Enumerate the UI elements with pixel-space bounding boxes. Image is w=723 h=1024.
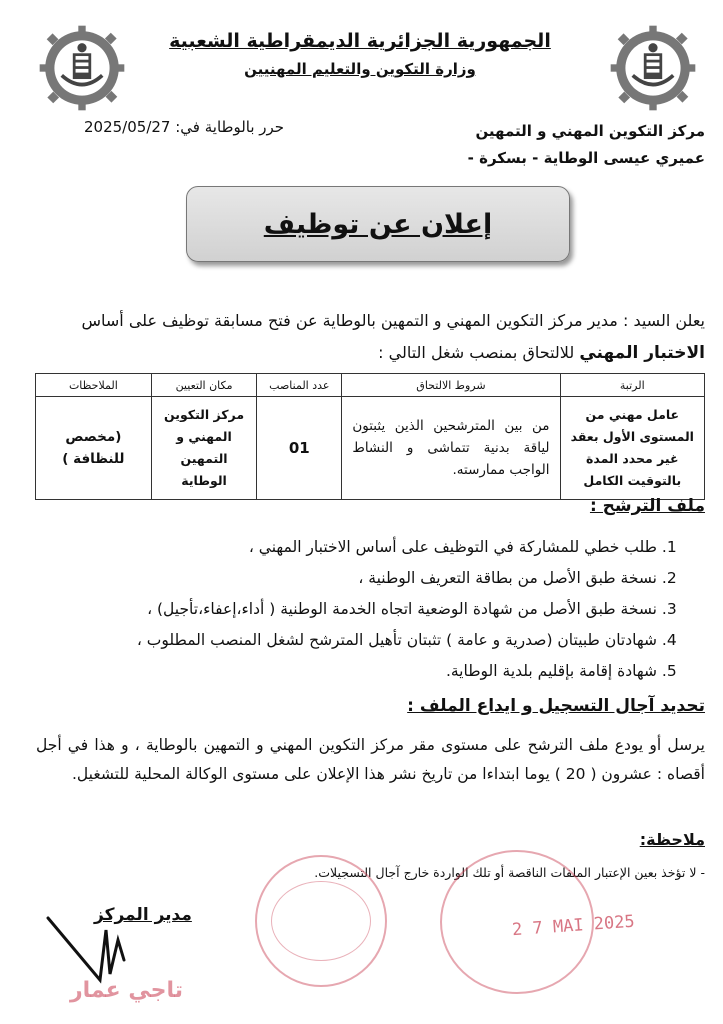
issue-date: حرر بالوطاية في: 2025/05/27 (84, 118, 285, 136)
header-positions: عدد المناصب (257, 374, 342, 397)
vocational-training-logo-left (36, 22, 128, 114)
intro-paragraph (36, 305, 705, 369)
list-item: 1. طلب خطي للمشاركة في التوظيف على أساس الاختبار المهني ، (17, 532, 657, 563)
stamp-name-text: تاجي عمار (70, 978, 183, 1003)
required-documents-list (17, 532, 683, 687)
list-item: 5. شهادة إقامة بإقليم بلدية الوطاية. (17, 656, 657, 687)
jobs-table (35, 373, 705, 500)
date-stamp-text: 2 7 MAI 2025 (511, 911, 636, 941)
vocational-training-logo-right (607, 22, 699, 114)
note-text: - لا تؤخذ بعين الإعتبار الملفات الناقصة أو تلك الواردة خارج آجال التسجيلات. (314, 865, 705, 880)
cell-place: مركز التكوين المهني و التمهين الوطاية (151, 397, 257, 500)
center-line-2: عميري عيسى الوطاية - بسكرة - (467, 149, 705, 167)
header-grade: الرتبة (560, 374, 704, 397)
note-title: ملاحظة: (639, 830, 705, 849)
cell-positions: 01 (257, 397, 342, 500)
official-stamp-center (255, 855, 387, 987)
list-item: 3. نسخة طبق الأصل من شهادة الوضعية اتجاه الخدمة الوطنية ( أداء،إعفاء،تأجيل) ، (17, 594, 657, 625)
republic-title: الجمهورية الجزائرية الديمقراطية الشعبية (169, 30, 551, 52)
issuing-center (468, 118, 705, 172)
ministry-title: وزارة التكوين والتعليم المهنيين (244, 60, 476, 78)
list-item: 4. شهادتان طبيتان (صدرية و عامة ) تثبتان تأهيل المترشح لشغل المنصب المطلوب ، (17, 625, 657, 656)
table-row (36, 397, 705, 500)
table-header-row (36, 374, 705, 397)
header-notes: الملاحظات (36, 374, 152, 397)
cell-notes: (مخصص للنظافة ) (36, 397, 152, 500)
intro-tail: للالتحاق بمنصب شغل التالي : (378, 343, 575, 362)
intro-bold: الاختبار المهني (579, 343, 705, 363)
deadline-section-title: تحديد آجال التسجيل و ايداع الملف : (407, 696, 705, 716)
list-item: 2. نسخة طبق الأصل من بطاقة التعريف الوطنية ، (17, 563, 657, 594)
director-title: مدير المركز (94, 905, 192, 925)
file-section-title: ملف الترشح : (589, 496, 705, 516)
cell-conditions: من بين المترشحين الذين يثبتون لياقة بدنية تتماشى و النشاط الواجب ممارسته. (342, 397, 560, 500)
cell-grade: عامل مهني من المستوى الأول بعقد غير محدد المدة بالتوقيت الكامل (560, 397, 704, 500)
header-place: مكان التعيين (151, 374, 257, 397)
handwritten-signature (40, 900, 160, 990)
announcement-title-box (186, 186, 570, 262)
header-conditions: شروط الالتحاق (342, 374, 560, 397)
announcement-title: إعلان عن توظيف (263, 208, 493, 240)
deadline-paragraph: يرسل أو يودع ملف الترشح على مستوى مقر مركز التكوين المهني و التمهين بالوطاية ، و هذا في أجل أقصاه : عشرون ( 20 ) يوما ابتداءا من تاريخ نشر هذا الإعلان على مستوى الوكالة المحلية للتشغيل. (36, 736, 705, 783)
center-line-1: مركز التكوين المهني و التمهين (475, 122, 705, 140)
intro-text: يعلن السيد : مدير مركز التكوين المهني و التمهين بالوطاية عن فتح مسابقة توظيف على أساس (81, 311, 705, 330)
